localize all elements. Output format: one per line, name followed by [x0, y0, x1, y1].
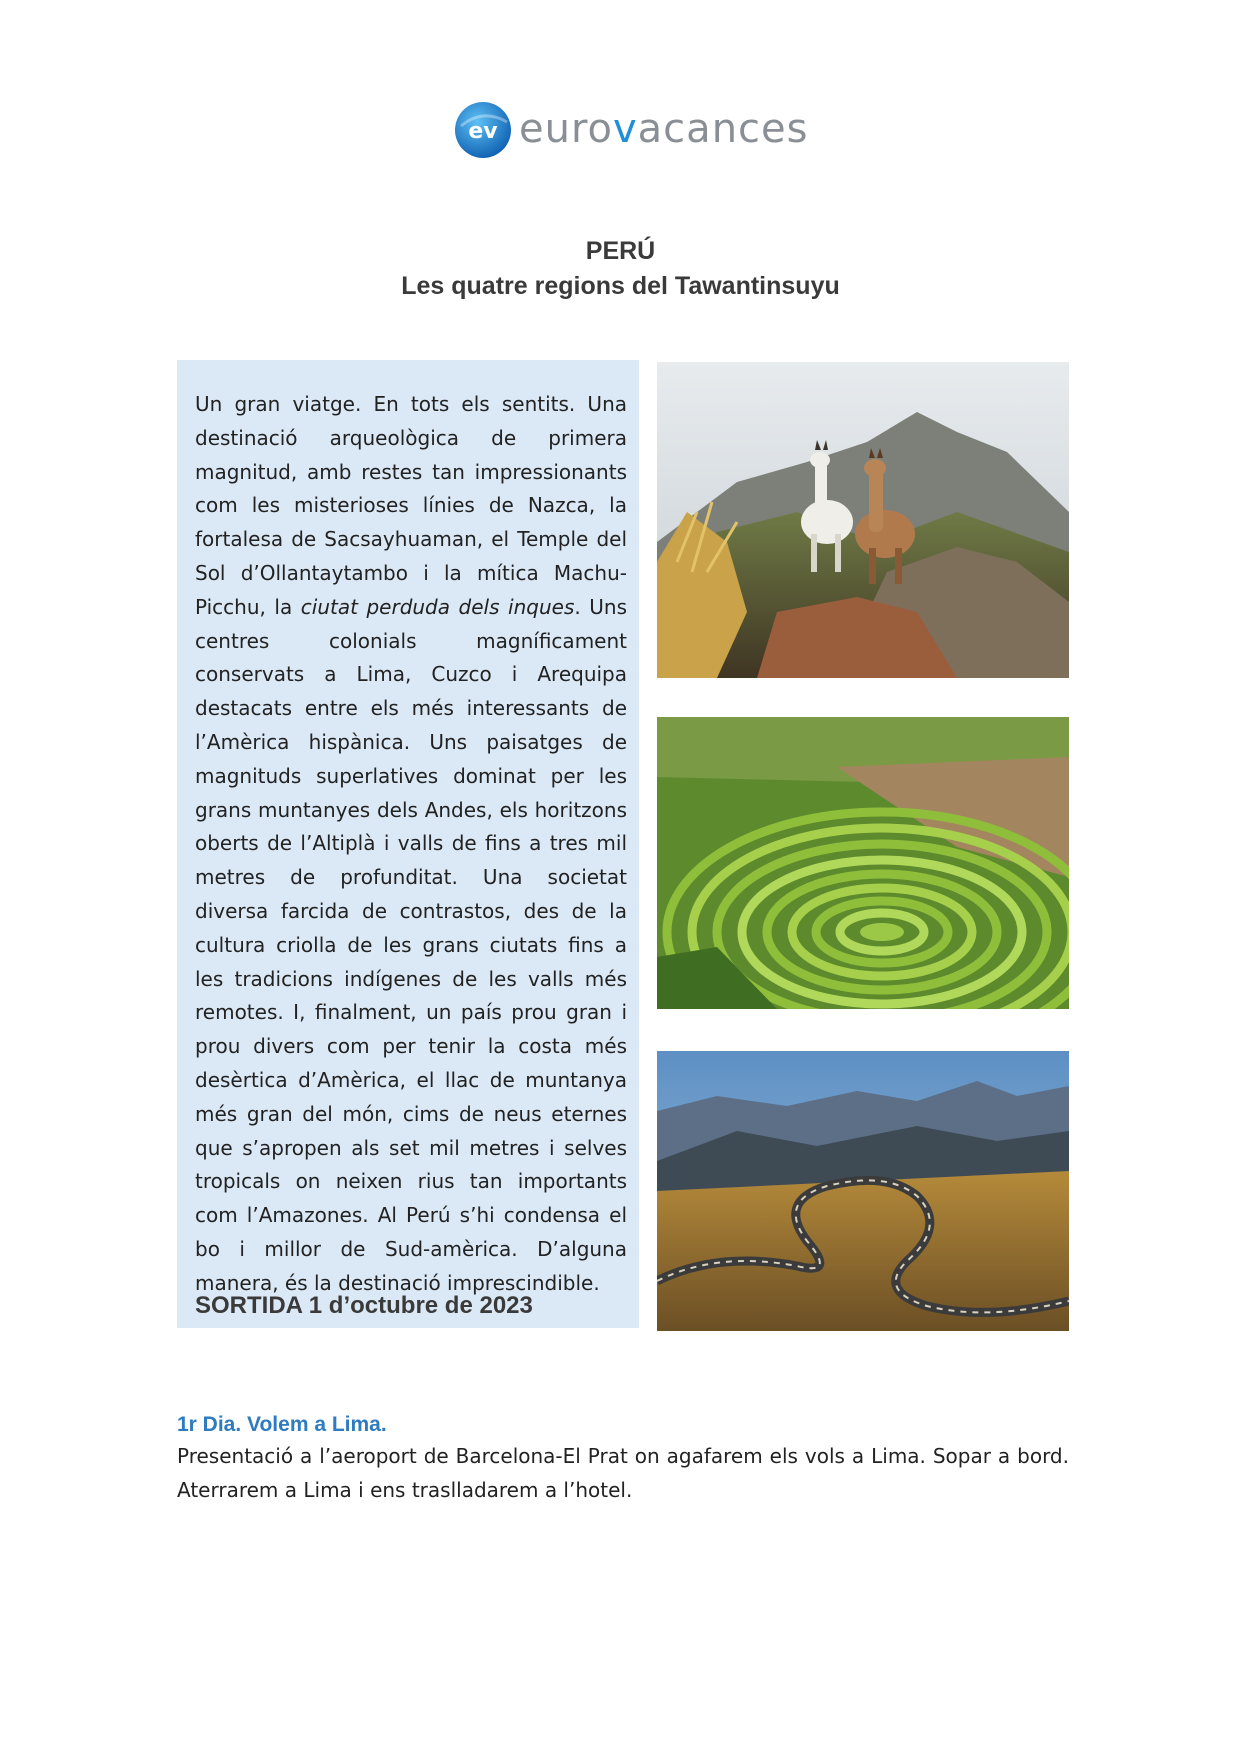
page-subtitle: Les quatre regions del Tawantinsuyu: [401, 272, 840, 300]
departure-date: SORTIDA 1 d’octubre de 2023: [195, 1292, 533, 1319]
intro-box: [177, 360, 639, 1328]
intro-text-2: . Uns centres colonials magníficament conservats a Lima, Cuzco i Arequipa destacats entre els més interessants de l’Amèrica hispànica. Uns paisatges de magnituds superlatives dominat per les grans muntanyes dels Andes, els horitzons oberts de l’Altiplà i valls de fins a tres mil metres de profunditat. Una societat diversa farcida de contrastos, des de la cultura criolla de les grans ciutats fins a les tradicions indígenes de les valls més remotes. I, finalment, un país prou gran i prou divers com per tenir la costa més desèrtica d’Amèrica, el llac de muntanya més gran del món, cims de neus eternes que s’apropen als set mil metres i selves tropicals on neixen rius tan importants com l’Amazones. Al Perú s’hi condensa el bo i millor de Sud-amèrica. D’alguna manera, és la destinació imprescindible.: [195, 594, 628, 1295]
brand-logo: [453, 100, 813, 162]
day-1-text: Presentació a l’aeroport de Barcelona-El Prat on agafarem els vols a Lima. Sopar a bord. Aterrarem a Lima i ens traslladarem a l’hotel.: [177, 1444, 1069, 1502]
brand-name-part1: euro: [519, 106, 613, 152]
llamas-image: [657, 362, 1069, 678]
brand-name: [519, 106, 808, 152]
intro-text-italic: ciutat perduda dels inques: [300, 594, 575, 619]
photo-llamas: [657, 362, 1069, 678]
photo-terraces: [657, 717, 1069, 1009]
brand-name-highlight: v: [613, 106, 638, 152]
intro-text-1: Un gran viatge. En tots els sentits. Una destinació arqueològica de primera magnitud, amb restes tan impressionants com les misterioses línies de Nazca, la fortalesa de Sacsayhuaman, el Temple del Sol d’Ollantaytambo i la mítica Machu-Picchu, la: [195, 392, 627, 619]
badge-text: ev: [468, 119, 498, 144]
page-title: PERÚ: [585, 237, 656, 265]
andes-road-image: [657, 1051, 1069, 1331]
terraces-image: [657, 717, 1069, 1009]
intro-paragraph: [195, 388, 627, 1301]
photo-andes-road: [657, 1051, 1069, 1331]
ev-badge-icon: [453, 100, 513, 160]
brand-name-part2: acances: [637, 106, 809, 152]
day-1-title: 1r Dia. Volem a Lima.: [177, 1413, 387, 1436]
